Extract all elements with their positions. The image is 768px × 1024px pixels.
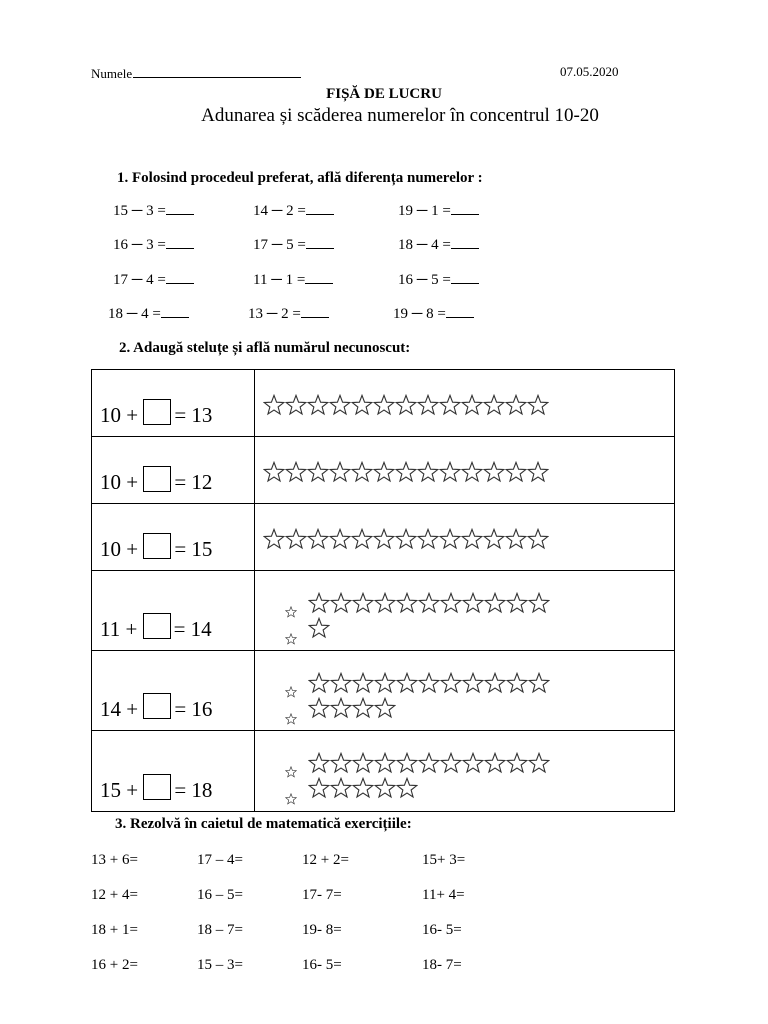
section3-heading: 3. Rezolvă în caietul de matematică exercițiile: — [115, 816, 412, 832]
star-icon — [396, 777, 418, 799]
practice-exercise: 15 – 3= — [197, 957, 243, 973]
answer-blank[interactable] — [451, 271, 479, 284]
star-icon — [506, 752, 528, 774]
equation-left: 11 + — [100, 617, 143, 641]
star-icon — [506, 592, 528, 614]
equation-cell — [92, 571, 255, 651]
star-icon — [263, 528, 285, 550]
star-icon — [308, 752, 330, 774]
exercise-text: 19 ─ 1 = — [398, 203, 451, 219]
star-icon — [307, 528, 329, 550]
practice-exercise: 18- 7= — [422, 957, 462, 973]
star-icon — [352, 672, 374, 694]
equation-cell — [92, 370, 255, 437]
subtraction-exercise — [113, 236, 194, 254]
star-icon — [352, 752, 374, 774]
practice-exercise: 13 + 6= — [91, 852, 138, 868]
star-icon — [395, 394, 417, 416]
worksheet-subtitle: Adunarea și scăderea numerelor în concentrul 10-20 — [201, 105, 599, 126]
star-icon — [439, 528, 461, 550]
section2-heading: 2. Adaugă steluțe și află numărul necunoscut: — [119, 340, 411, 356]
star-icon — [285, 461, 307, 483]
star-icon — [506, 672, 528, 694]
subtraction-exercise — [253, 202, 334, 220]
answer-blank[interactable] — [166, 236, 194, 249]
answer-blank[interactable] — [446, 305, 474, 318]
answer-blank[interactable] — [451, 236, 479, 249]
stars-cell[interactable] — [255, 651, 675, 731]
star-icon — [329, 528, 351, 550]
subtraction-exercise — [248, 305, 329, 323]
practice-exercise: 17- 7= — [302, 887, 342, 903]
star-icon — [308, 672, 330, 694]
star-icon — [373, 528, 395, 550]
star-icon — [483, 528, 505, 550]
star-icon — [373, 394, 395, 416]
star-icon — [352, 777, 374, 799]
star-icon — [461, 461, 483, 483]
equation-left: 10 + — [100, 537, 144, 561]
exercise-text: 16 ─ 5 = — [398, 272, 451, 288]
exercise-text: 19 ─ 8 = — [393, 306, 446, 322]
answer-blank[interactable] — [161, 305, 189, 318]
star-icon — [351, 461, 373, 483]
worksheet-title: FIȘĂ DE LUCRU — [326, 86, 442, 102]
star-icon — [373, 461, 395, 483]
stars-cell[interactable] — [255, 504, 675, 571]
small-star-icon — [285, 605, 297, 617]
answer-blank[interactable] — [305, 271, 333, 284]
star-icon — [417, 528, 439, 550]
practice-exercise: 16- 5= — [302, 957, 342, 973]
star-icon — [307, 394, 329, 416]
small-star-icon — [285, 792, 297, 804]
star-icon — [462, 672, 484, 694]
equation-right: = 13 — [174, 403, 213, 427]
star-icon — [527, 461, 549, 483]
name-label: Numele — [91, 66, 133, 81]
exercise-text: 11 ─ 1 = — [253, 272, 306, 288]
star-icon — [308, 592, 330, 614]
stars-table-row — [92, 504, 675, 571]
star-icon — [505, 394, 527, 416]
unknown-number-box[interactable] — [143, 466, 171, 492]
star-icon — [418, 672, 440, 694]
equation-left: 10 + — [100, 403, 144, 427]
star-icon — [308, 617, 330, 639]
stars-cell[interactable] — [255, 731, 675, 812]
star-icon — [307, 461, 329, 483]
star-icon — [528, 592, 550, 614]
stars-table — [91, 369, 675, 812]
practice-exercise: 18 + 1= — [91, 922, 138, 938]
unknown-number-box[interactable] — [143, 399, 171, 425]
star-icon — [374, 697, 396, 719]
star-icon — [418, 592, 440, 614]
practice-exercise: 12 + 4= — [91, 887, 138, 903]
equation-right: = 12 — [174, 470, 213, 494]
practice-exercise: 12 + 2= — [302, 852, 349, 868]
star-icon — [439, 394, 461, 416]
exercise-text: 15 ─ 3 = — [113, 203, 166, 219]
small-star-icon — [285, 712, 297, 724]
practice-exercise: 11+ 4= — [422, 887, 465, 903]
star-icon — [527, 528, 549, 550]
star-icon — [505, 528, 527, 550]
stars-table-row — [92, 437, 675, 504]
star-icon — [461, 394, 483, 416]
star-icon — [329, 394, 351, 416]
answer-blank[interactable] — [166, 271, 194, 284]
star-icon — [483, 461, 505, 483]
star-icon — [440, 592, 462, 614]
star-icon — [461, 528, 483, 550]
star-icon — [285, 394, 307, 416]
equation-left: 15 + — [100, 778, 144, 802]
equation-cell — [92, 504, 255, 571]
section1-heading: 1. Folosind procedeul preferat, află diferența numerelor : — [117, 170, 483, 186]
star-icon — [352, 592, 374, 614]
practice-exercise: 16- 5= — [422, 922, 462, 938]
star-icon — [396, 672, 418, 694]
answer-blank[interactable] — [306, 202, 334, 215]
stars-table-row — [92, 370, 675, 437]
answer-blank[interactable] — [306, 236, 334, 249]
practice-exercise: 16 – 5= — [197, 887, 243, 903]
stars-cell[interactable] — [255, 370, 675, 437]
star-icon — [352, 697, 374, 719]
subtraction-exercise — [398, 202, 479, 220]
subtraction-exercise — [253, 271, 333, 289]
equation-cell — [92, 437, 255, 504]
star-icon — [439, 461, 461, 483]
equation-left: 14 + — [100, 697, 144, 721]
subtraction-exercise — [393, 305, 474, 323]
stars-table-row — [92, 731, 675, 812]
star-icon — [396, 752, 418, 774]
star-icon — [462, 592, 484, 614]
star-icon — [374, 672, 396, 694]
subtraction-exercise — [253, 236, 334, 254]
star-icon — [440, 752, 462, 774]
equation-right: = 16 — [174, 697, 213, 721]
star-icon — [330, 697, 352, 719]
subtraction-exercise — [108, 305, 189, 323]
practice-exercise: 18 – 7= — [197, 922, 243, 938]
star-icon — [351, 394, 373, 416]
stars-table-row — [92, 651, 675, 731]
date: 07.05.2020 — [560, 64, 619, 79]
star-icon — [351, 528, 373, 550]
star-icon — [308, 697, 330, 719]
star-icon — [528, 752, 550, 774]
name-field — [91, 64, 301, 82]
star-icon — [374, 752, 396, 774]
equation-right: = 14 — [173, 617, 212, 641]
star-icon — [484, 672, 506, 694]
star-icon — [417, 394, 439, 416]
star-icon — [330, 777, 352, 799]
name-blank-line[interactable] — [133, 64, 301, 78]
star-icon — [308, 777, 330, 799]
star-icon — [374, 592, 396, 614]
star-icon — [329, 461, 351, 483]
star-icon — [527, 394, 549, 416]
star-icon — [330, 592, 352, 614]
star-icon — [285, 528, 307, 550]
small-star-icon — [285, 632, 297, 644]
stars-table-row — [92, 571, 675, 651]
exercise-text: 17 ─ 4 = — [113, 272, 166, 288]
exercise-text: 13 ─ 2 = — [248, 306, 301, 322]
small-star-icon — [285, 765, 297, 777]
answer-blank[interactable] — [451, 202, 479, 215]
exercise-text: 18 ─ 4 = — [108, 306, 161, 322]
unknown-number-box[interactable] — [143, 774, 171, 800]
stars-cell[interactable] — [255, 437, 675, 504]
star-icon — [330, 672, 352, 694]
practice-exercise: 15+ 3= — [422, 852, 466, 868]
equation-right: = 15 — [174, 537, 213, 561]
subtraction-exercise — [398, 271, 479, 289]
star-icon — [263, 394, 285, 416]
answer-blank[interactable] — [166, 202, 194, 215]
exercise-text: 16 ─ 3 = — [113, 237, 166, 253]
subtraction-exercise — [398, 236, 479, 254]
unknown-number-box[interactable] — [143, 693, 171, 719]
small-star-icon — [285, 685, 297, 697]
equation-cell — [92, 651, 255, 731]
star-icon — [418, 752, 440, 774]
practice-exercise: 17 – 4= — [197, 852, 243, 868]
star-icon — [374, 777, 396, 799]
star-icon — [505, 461, 527, 483]
answer-blank[interactable] — [301, 305, 329, 318]
equation-left: 10 + — [100, 470, 144, 494]
star-icon — [440, 672, 462, 694]
star-icon — [483, 394, 505, 416]
star-icon — [417, 461, 439, 483]
star-icon — [484, 752, 506, 774]
unknown-number-box[interactable] — [143, 533, 171, 559]
exercise-text: 18 ─ 4 = — [398, 237, 451, 253]
star-icon — [484, 592, 506, 614]
practice-exercise: 16 + 2= — [91, 957, 138, 973]
stars-cell[interactable] — [255, 571, 675, 651]
star-icon — [462, 752, 484, 774]
star-icon — [396, 592, 418, 614]
exercise-text: 17 ─ 5 = — [253, 237, 306, 253]
star-icon — [330, 752, 352, 774]
star-icon — [395, 528, 417, 550]
subtraction-exercise — [113, 202, 194, 220]
star-icon — [528, 672, 550, 694]
star-icon — [395, 461, 417, 483]
practice-exercise: 19- 8= — [302, 922, 342, 938]
equation-right: = 18 — [174, 778, 213, 802]
star-icon — [263, 461, 285, 483]
exercise-text: 14 ─ 2 = — [253, 203, 306, 219]
equation-cell — [92, 731, 255, 812]
unknown-number-box[interactable] — [143, 613, 171, 639]
subtraction-exercise — [113, 271, 194, 289]
